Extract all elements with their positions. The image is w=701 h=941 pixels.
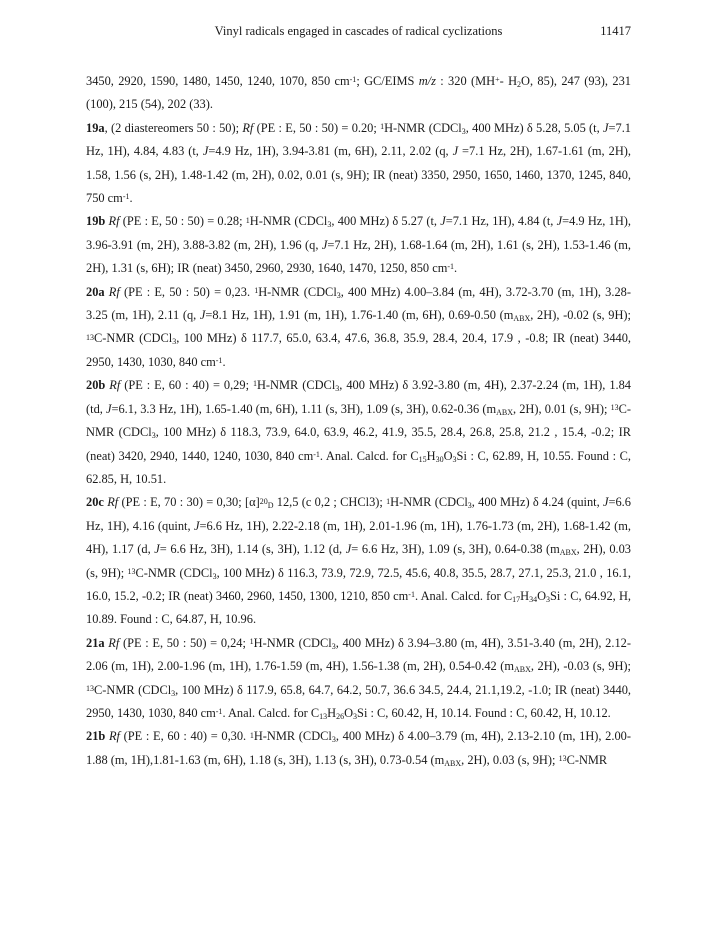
text-run: C-NMR (566, 752, 608, 767)
superscript: + (495, 75, 500, 85)
text-run: , 100 MHz) δ 117.7, 65.0, 63.4, 47.6, 36.8, 35.9, 28.4, 20.4, 17.9 , -0.8; IR (neat) 3440, 2950, 1430, 1030, 840 cm (86, 331, 631, 369)
paragraph-compound-20b (86, 374, 631, 491)
subscript: 30 (435, 454, 444, 464)
text-run: 12,5 (c 0,2 ; CHCl3); (273, 495, 387, 510)
italic-text: J (106, 401, 112, 416)
paragraph-compound-19b (86, 210, 631, 280)
experimental-text (86, 70, 631, 772)
text-run: Si : C, 60.42, H, 10.14. Found : C, 60.42, H, 10.12. (357, 705, 611, 720)
text-run: =6.1, 3.3 Hz, 1H), 1.65-1.40 (m, 6H), 1.11 (s, 3H), 1.09 (s, 3H), 0.62-0.36 (m (111, 401, 497, 416)
text-run: Si : C, 62.89, H, 10.55. Found : C, 62.85, H, 10.51. (86, 448, 631, 486)
text-run: H-NMR (CDCl (256, 378, 336, 393)
italic-text: J (321, 237, 328, 252)
text-run: = 6.6 Hz, 3H), 1.14 (s, 3H), 1.12 (d, (159, 542, 346, 557)
subscript: 3 (546, 594, 551, 604)
paragraph-compound-20c (86, 491, 631, 631)
text-run: (PE : E, 50 : 50) = 0.20; (253, 120, 381, 135)
text-run: H-NMR (CDCl (258, 284, 337, 299)
subscript: 3 (353, 711, 358, 721)
text-run: . Anal. Calcd. for C (222, 705, 320, 720)
superscript: 13 (86, 332, 94, 342)
text-run: . Anal. Calcd. for C (414, 588, 513, 603)
italic-text: J (199, 308, 206, 323)
text-run: =7.1 Hz, 2H), 1.67-1.61 (m, 2H), 1.58, 1.56 (s, 2H), 1.48-1.42 (m, 2H), 0.02, 0.01 (s, 9H); IR (neat) 3350, 2950, 1650, 1460, 1370, 1245, 840, 750 cm (86, 144, 631, 206)
italic-text: Rf (108, 635, 120, 650)
text-run: (PE : E, 50 : 50) = 0.28; (119, 214, 246, 229)
compound-number: 21a (86, 635, 105, 650)
superscript: 1 (380, 122, 385, 132)
text-run: , (2 diastereomers 50 : 50); (104, 120, 243, 135)
text-run: O (344, 705, 354, 720)
superscript: 1 (249, 730, 254, 740)
text-run: =7.1 Hz, 1H), 4.84 (t, (445, 214, 557, 229)
superscript: -1 (313, 449, 320, 459)
text-run: , 2H), 0.03 (s, 9H); (461, 752, 559, 767)
subscript: D (267, 501, 274, 511)
superscript: -1 (215, 707, 223, 717)
text-run: H (520, 588, 530, 603)
text-run: , 400 MHz) δ 4.24 (quint, (471, 495, 603, 510)
italic-text: J (202, 144, 209, 159)
compound-number: 19b (86, 214, 106, 229)
compound-number: 21b (86, 729, 106, 744)
text-run: C-NMR (CDCl (94, 331, 173, 346)
text-run: H-NMR (CDCl (249, 214, 328, 229)
italic-text: J (452, 144, 459, 159)
subscript: 13 (319, 711, 328, 721)
text-run: 3450, 2920, 1590, 1480, 1450, 1240, 1070, 850 cm (86, 74, 350, 88)
text-run: , 2H), 0.01 (s, 9H); (513, 401, 611, 416)
text-run: (PE : E, 60 : 40) = 0,30. (119, 729, 250, 744)
subscript: 3 (172, 337, 177, 347)
italic-text: Rf (108, 729, 120, 744)
text-run: , 400 MHz) δ 4.00–3.79 (m, 4H), 2.13-2.10 (m, 1H), 2.00-1.88 (m, 1H),1.81-1.63 (m, 6H), 1.18 (s, 3H), 1.13 (s, 3H), 0.73-0.54 (m (86, 729, 631, 767)
italic-text: Rf (109, 378, 121, 393)
subscript: 26 (336, 711, 345, 721)
text-run: , 2H), -0.02 (s, 9H); (530, 308, 631, 323)
paragraph-compound-21b (86, 725, 631, 772)
subscript: 3 (452, 454, 457, 464)
text-run: C-NMR (CDCl (94, 682, 172, 697)
italic-text: Rf (107, 495, 119, 510)
subscript: 2 (517, 80, 522, 89)
subscript: 3 (151, 431, 156, 441)
subscript: 3 (331, 641, 336, 651)
subscript: 15 (418, 454, 427, 464)
superscript: 20 (259, 496, 268, 506)
text-run: . (129, 191, 133, 206)
text-run: - H (499, 74, 518, 88)
superscript: 1 (252, 379, 257, 389)
text-run: , 100 MHz) δ 116.3, 73.9, 72.9, 72.5, 45.6, 40.8, 35.5, 28.7, 27.1, 25.3, 21.0 , 16.1, 16.0, 15.2, -0.2; IR (neat) 3460, 2960, 1450, 1300, 1210, 850 cm (86, 565, 631, 603)
superscript: -1 (349, 75, 357, 85)
text-run: . Anal. Calcd. for C (319, 448, 419, 463)
superscript: 13 (127, 566, 136, 576)
text-run: =8.1 Hz, 1H), 1.91 (m, 1H), 1.76-1.40 (m, 6H), 0.69-0.50 (m (205, 308, 514, 323)
subscript: 3 (336, 290, 341, 300)
text-run: H-NMR (CDCl (390, 495, 468, 510)
text-run: : 320 (MH (435, 74, 496, 88)
superscript: 13 (610, 402, 619, 412)
superscript: -1 (408, 590, 415, 600)
paragraph-compound-21a (86, 632, 631, 726)
superscript: 13 (558, 753, 567, 763)
text-run: H-NMR (CDCl (253, 635, 332, 650)
italic-text: J (603, 120, 609, 135)
paragraph-compound-20a (86, 281, 631, 375)
text-run: = 6.6 Hz, 3H), 1.09 (s, 3H), 0.64-0.38 (m (351, 542, 560, 557)
text-run: (PE : E, 50 : 50) = 0,23. (119, 284, 255, 299)
text-run: . (454, 261, 458, 276)
text-run: , 400 MHz) δ 3.94–3.80 (m, 4H), 3.51-3.40 (m, 2H), 2.12-2.06 (m, 1H), 2.00-1.96 (m, 1H), 1.76-1.59 (m, 4H), 1.56-1.38 (m, 2H), 0.54-0.42 (m (86, 635, 631, 674)
superscript: 13 (86, 683, 94, 693)
subscript: 34 (529, 594, 538, 604)
superscript: 1 (249, 636, 254, 646)
text-run: ; GC/EIMS (356, 74, 419, 88)
text-run: =4.9 Hz, 1H), 3.96-3.91 (m, 2H), 3.88-3.82 (m, 2H), 1.96 (q, (86, 214, 631, 252)
italic-text: Rf (242, 120, 254, 135)
text-run: C-NMR (CDCl (135, 565, 213, 580)
paragraph-compound-19a (86, 117, 631, 211)
paragraph-continuation (86, 70, 631, 117)
subscript: 3 (461, 126, 466, 136)
text-run: H (426, 448, 436, 463)
subscript: ABX (514, 665, 531, 675)
subscript: ABX (444, 758, 462, 768)
italic-text: m/z (418, 74, 436, 88)
text-run: Si : C, 64.92, H, 10.89. Found : C, 64.87, H, 10.96. (86, 588, 632, 627)
running-title: Vinyl radicals engaged in cascades of radical cyclizations (214, 24, 503, 38)
text-run: O (537, 588, 547, 603)
superscript: 1 (254, 285, 259, 295)
text-run: =7.1 Hz, 2H), 1.68-1.64 (m, 2H), 1.61 (s, 2H), 1.53-1.46 (m, 2H), 1.31 (s, 6H); IR (neat) 3450, 2960, 2930, 1640, 1470, 1250, 850 cm (86, 237, 631, 276)
text-run: (PE : E, 50 : 50) = 0,24; (119, 635, 250, 650)
text-run: , 400 MHz) δ 5.28, 5.05 (t, (465, 120, 604, 135)
subscript: 3 (171, 688, 176, 698)
text-run: H (327, 705, 337, 720)
text-run: H-NMR (CDCl (384, 120, 462, 135)
text-run: , 400 MHz) δ 3.92-3.80 (m, 4H), 2.37-2.24 (m, 1H), 1.84 (td, (86, 378, 632, 416)
superscript: 1 (386, 496, 391, 506)
text-run: (PE : E, 70 : 30) = 0,30; [α] (118, 495, 260, 510)
text-run: , 400 MHz) 4.00–3.84 (m, 4H), 3.72-3.70 (m, 1H), 3.28-3.25 (m, 1H), 2.11 (q, (86, 284, 631, 323)
text-run: H-NMR (CDCl (253, 729, 332, 744)
text-run: O, 85), 247 (93), 231 (100), 215 (54), 202 (33). (86, 74, 631, 112)
superscript: -1 (122, 192, 130, 202)
italic-text: J (345, 542, 352, 557)
compound-number: 20c (86, 495, 104, 510)
running-head (86, 24, 631, 44)
superscript: 1 (245, 215, 250, 225)
italic-text: J (556, 214, 563, 229)
text-run: , 100 MHz) δ 117.9, 65.8, 64.7, 64.2, 50.7, 36.6 34.5, 24.4, 21.1,19.2, -1.0; IR (neat) 3440, 2950, 1430, 1030, 840 cm (86, 682, 631, 720)
page-number: 11417 (600, 24, 631, 38)
subscript: 3 (467, 501, 472, 511)
text-run: , 2H), -0.03 (s, 9H); (530, 659, 631, 674)
italic-text: J (194, 518, 200, 533)
subscript: 3 (335, 384, 340, 394)
superscript: -1 (447, 262, 455, 272)
text-run: O (443, 448, 453, 463)
italic-text: J (154, 542, 160, 557)
text-run: C-NMR (CDCl (86, 401, 631, 440)
text-run: , 100 MHz) δ 118.3, 73.9, 64.0, 63.9, 46.2, 41.9, 35.5, 28.4, 26.8, 25.8, 21.2 , 15.4, -0.2; IR (neat) 3420, 2940, 1440, 1240, 1030, 840 cm (86, 425, 631, 463)
subscript: 3 (331, 735, 336, 745)
subscript: ABX (559, 548, 577, 558)
superscript: -1 (215, 356, 223, 366)
text-run: =4.9 Hz, 1H), 3.94-3.81 (m, 6H), 2.11, 2.02 (q, (208, 144, 453, 159)
compound-number: 20b (86, 378, 106, 393)
text-run: , 400 MHz) δ 5.27 (t, (331, 214, 441, 229)
text-run: . (222, 354, 226, 369)
text-run: , 2H), 0.03 (s, 9H); (86, 542, 631, 580)
text-run: =6.6 Hz, 1H), 4.16 (quint, (86, 495, 631, 533)
subscript: ABX (496, 407, 513, 417)
subscript: 3 (212, 571, 217, 581)
subscript: 3 (327, 220, 332, 230)
text-run: (PE : E, 60 : 40) = 0,29; (120, 378, 253, 393)
italic-text: J (603, 495, 609, 510)
italic-text: Rf (108, 284, 120, 299)
compound-number: 20a (86, 284, 105, 299)
subscript: ABX (513, 314, 531, 324)
italic-text: Rf (108, 214, 120, 229)
subscript: 17 (512, 594, 521, 604)
text-run: =6.6 Hz, 1H), 2.22-2.18 (m, 1H), 2.01-1.96 (m, 1H), 1.76-1.73 (m, 2H), 1.68-1.42 (m, 4H), 1.17 (d, (86, 518, 631, 557)
italic-text: J (440, 214, 446, 229)
text-run: =7.1 Hz, 1H), 4.84, 4.83 (t, (86, 120, 631, 159)
compound-number: 19a (86, 120, 105, 135)
